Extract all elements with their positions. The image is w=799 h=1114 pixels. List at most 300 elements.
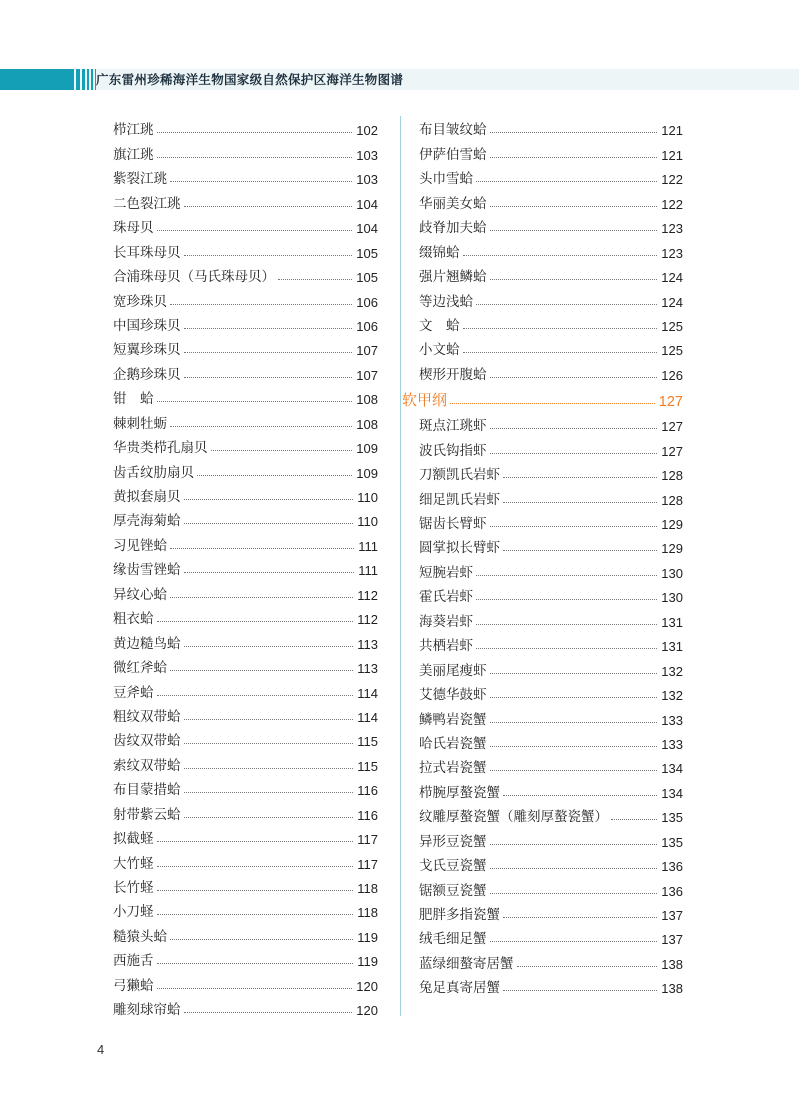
entry-page-number: 125	[661, 343, 683, 359]
leader-dots	[170, 939, 353, 940]
entry-page-number: 109	[356, 465, 378, 481]
entry-title: 头巾雪蛤	[419, 171, 473, 188]
entry-title: 弓獭蛤	[113, 977, 154, 994]
toc-section-heading[interactable]	[402, 383, 683, 410]
leader-dots	[476, 181, 657, 182]
entry-page-number: 124	[661, 294, 683, 310]
toc-entry[interactable]	[419, 654, 683, 678]
entry-page-number: 105	[356, 245, 378, 261]
entry-page-number: 102	[356, 123, 378, 139]
entry-title: 粗衣蛤	[113, 611, 154, 628]
entry-title: 锯齿长臂虾	[419, 516, 487, 532]
leader-dots	[157, 695, 354, 696]
entry-title: 华贵类栉孔扇贝	[113, 440, 208, 457]
leader-dots	[490, 893, 658, 894]
entry-title: 缘齿雪锉蛤	[113, 562, 181, 579]
leader-dots	[157, 914, 354, 915]
entry-title: 钳 蛤	[113, 391, 154, 408]
entry-title: 中国珍珠贝	[113, 317, 181, 334]
entry-title: 长竹蛏	[113, 880, 154, 896]
entry-page-number: 138	[661, 956, 683, 972]
entry-title: 细足凯氏岩虾	[419, 491, 500, 508]
entry-title: 布目皱纹蛤	[419, 122, 487, 139]
toc-entry[interactable]	[113, 407, 378, 431]
entry-page-number: 136	[661, 883, 683, 899]
toc-entry[interactable]	[113, 383, 378, 407]
leader-dots	[503, 917, 657, 918]
entry-title: 肥胖多指瓷蟹	[419, 907, 500, 923]
leader-dots	[463, 255, 658, 256]
leader-dots	[476, 304, 657, 305]
entry-title: 海葵岩虾	[419, 613, 473, 630]
toc-entry[interactable]	[113, 896, 378, 920]
toc-entry[interactable]	[113, 432, 378, 456]
entry-page-number: 106	[356, 294, 378, 310]
entry-page-number: 120	[356, 978, 378, 994]
entry-title: 黄拟套扇贝	[113, 489, 181, 505]
toc-entry[interactable]	[419, 310, 683, 334]
entry-page-number: 130	[661, 590, 683, 606]
toc-right-column	[402, 114, 683, 997]
page-number: 4	[97, 1042, 105, 1057]
entry-title: 索纹双带蛤	[113, 757, 181, 774]
entry-page-number: 119	[357, 929, 378, 945]
entry-page-number: 112	[357, 587, 378, 603]
toc-entry[interactable]	[113, 334, 378, 358]
toc-entry[interactable]	[113, 310, 378, 334]
entry-page-number: 103	[356, 172, 378, 188]
entry-page-number: 127	[661, 443, 683, 459]
toc-entry[interactable]	[419, 187, 683, 211]
toc-entry[interactable]	[113, 945, 378, 969]
entry-page-number: 105	[356, 270, 378, 286]
leader-dots	[278, 279, 352, 280]
entry-title: 楔形开腹蛤	[419, 366, 487, 383]
entry-title: 豆斧蛤	[113, 684, 154, 701]
entry-title: 黄边糙鸟蛤	[113, 635, 181, 652]
entry-page-number: 124	[661, 270, 683, 286]
section-title: 软甲纲	[402, 390, 448, 409]
toc-entry[interactable]	[113, 163, 378, 187]
entry-page-number: 137	[661, 932, 683, 948]
entry-title: 华丽美女蛤	[419, 195, 487, 212]
toc-entry[interactable]	[419, 703, 683, 727]
entry-page-number: 114	[357, 685, 378, 701]
entry-page-number: 128	[661, 492, 683, 508]
entry-page-number: 109	[356, 441, 378, 457]
entry-title: 拉式岩瓷蟹	[419, 760, 487, 777]
entry-title: 棘刺牡蛎	[113, 415, 167, 432]
toc-entry[interactable]	[113, 505, 378, 529]
entry-page-number: 113	[357, 661, 378, 677]
leader-dots	[157, 230, 353, 231]
entry-page-number: 106	[356, 318, 378, 334]
toc-entry[interactable]	[419, 605, 683, 629]
header-stripe	[91, 69, 93, 90]
entry-page-number: 121	[661, 147, 683, 163]
entry-page-number: 111	[358, 563, 378, 579]
entry-title: 歧脊加夫蛤	[419, 220, 487, 237]
leader-dots	[490, 377, 658, 378]
leader-dots	[503, 990, 657, 991]
leader-dots	[503, 477, 657, 478]
entry-title: 西施舌	[113, 953, 154, 970]
entry-page-number: 134	[661, 785, 683, 801]
entry-title: 习见锉蛤	[113, 537, 167, 554]
entry-title: 锯额豆瓷蟹	[419, 882, 487, 899]
entry-title: 布目蒙措蛤	[113, 782, 181, 799]
entry-page-number: 115	[357, 758, 378, 774]
entry-title: 微红斧蛤	[113, 660, 167, 677]
entry-page-number: 131	[661, 614, 683, 630]
toc-entry[interactable]	[113, 701, 378, 725]
entry-title: 短翼珍珠贝	[113, 342, 181, 359]
toc-entry[interactable]	[419, 947, 683, 971]
entry-page-number: 121	[661, 123, 683, 139]
toc-entry[interactable]	[419, 236, 683, 260]
toc-entry[interactable]	[419, 334, 683, 358]
leader-dots	[503, 795, 657, 796]
entry-title: 鳞鸭岩瓷蟹	[419, 711, 487, 728]
toc-entry[interactable]	[419, 508, 683, 532]
leader-dots	[157, 963, 354, 964]
leader-dots	[184, 352, 353, 353]
toc-entry[interactable]	[113, 456, 378, 480]
entry-page-number: 128	[661, 468, 683, 484]
entry-page-number: 123	[661, 221, 683, 237]
toc-entry[interactable]	[419, 556, 683, 580]
toc-entry[interactable]	[419, 459, 683, 483]
leader-dots	[490, 673, 658, 674]
entry-page-number: 103	[356, 147, 378, 163]
toc-entry[interactable]	[419, 285, 683, 309]
leader-dots	[184, 206, 353, 207]
leader-dots	[490, 428, 658, 429]
entry-title: 等边浅蛤	[419, 293, 473, 310]
entry-page-number: 110	[357, 514, 378, 530]
entry-page-number: 131	[661, 639, 683, 655]
leader-dots	[490, 868, 658, 869]
leader-dots	[170, 548, 354, 549]
leader-dots	[184, 499, 354, 500]
entry-title: 珠母贝	[113, 220, 154, 237]
leader-dots	[157, 841, 354, 842]
leader-dots	[170, 670, 353, 671]
toc-entry[interactable]	[113, 725, 378, 749]
toc-entry[interactable]	[113, 798, 378, 822]
leader-dots	[170, 181, 352, 182]
entry-page-number: 117	[357, 856, 378, 872]
entry-title: 二色裂江珧	[113, 195, 181, 212]
entry-title: 波氏钩指虾	[419, 442, 487, 459]
leader-dots	[184, 743, 354, 744]
toc-entry[interactable]	[113, 236, 378, 260]
entry-title: 长耳珠母贝	[113, 244, 181, 261]
leader-dots	[517, 966, 658, 967]
leader-dots	[157, 621, 354, 622]
entry-page-number: 125	[661, 318, 683, 334]
entry-page-number: 126	[661, 367, 683, 383]
toc-entry[interactable]	[113, 749, 378, 773]
entry-title: 缀锦蛤	[419, 244, 460, 261]
entry-title: 栉腕厚螯瓷蟹	[419, 784, 500, 801]
entry-page-number: 104	[356, 196, 378, 212]
toc-entry[interactable]	[419, 825, 683, 849]
toc-entry[interactable]	[113, 969, 378, 993]
entry-page-number: 132	[661, 688, 683, 704]
entry-title: 栉江珧	[113, 122, 154, 139]
toc-entry[interactable]	[113, 627, 378, 651]
entry-title: 大竹蛏	[113, 855, 154, 872]
entry-page-number: 130	[661, 565, 683, 581]
leader-dots	[184, 255, 353, 256]
toc-right-group-a	[419, 114, 683, 383]
entry-page-number: 119	[357, 954, 378, 970]
leader-dots	[157, 401, 353, 402]
entry-page-number: 138	[661, 981, 683, 997]
toc-entry[interactable]	[113, 114, 378, 138]
leader-dots	[476, 648, 657, 649]
leader-dots	[184, 523, 354, 524]
leader-dots	[184, 768, 354, 769]
entry-page-number: 129	[661, 517, 683, 532]
column-divider	[400, 116, 401, 1016]
leader-dots	[184, 817, 354, 818]
entry-title: 美丽尾瘦虾	[419, 662, 487, 679]
entry-page-number: 118	[357, 881, 378, 896]
entry-title: 小文蛤	[419, 342, 460, 359]
entry-title: 强片翘鳞蛤	[419, 269, 487, 286]
entry-page-number: 122	[661, 196, 683, 212]
leader-dots	[157, 132, 353, 133]
toc-entry[interactable]	[419, 212, 683, 236]
entry-title: 异形豆瓷蟹	[419, 833, 487, 850]
entry-title: 文 蛤	[419, 317, 460, 334]
toc-entry[interactable]	[113, 823, 378, 847]
leader-dots	[463, 328, 658, 329]
entry-page-number: 112	[357, 612, 378, 628]
toc-entry[interactable]	[113, 920, 378, 944]
entry-page-number: 123	[661, 245, 683, 261]
toc-entry[interactable]	[113, 676, 378, 700]
toc-entry[interactable]	[419, 434, 683, 458]
entry-page-number: 136	[661, 859, 683, 875]
toc-entry[interactable]	[419, 261, 683, 285]
leader-dots	[503, 502, 657, 503]
toc-entry[interactable]	[113, 554, 378, 578]
leader-dots	[197, 475, 352, 476]
leader-dots	[490, 941, 658, 942]
toc-entry[interactable]	[419, 410, 683, 434]
entry-page-number: 115	[357, 734, 378, 750]
entry-page-number: 135	[661, 834, 683, 850]
toc-left-column	[113, 114, 378, 1018]
entry-page-number: 116	[357, 783, 378, 799]
entry-title: 斑点江珧虾	[419, 418, 487, 435]
entry-title: 齿舌纹肋扇贝	[113, 464, 194, 481]
entry-title: 短腕岩虾	[419, 564, 473, 581]
leader-dots	[490, 230, 658, 231]
toc-entry[interactable]	[113, 652, 378, 676]
leader-dots	[490, 132, 658, 133]
entry-title: 绒毛细足蟹	[419, 931, 487, 948]
toc-entry[interactable]	[113, 261, 378, 285]
leader-dots	[170, 304, 352, 305]
toc-entry[interactable]	[113, 529, 378, 553]
leader-dots	[170, 426, 352, 427]
entry-title: 伊萨伯雪蛤	[419, 146, 487, 163]
entry-title: 粗纹双带蛤	[113, 708, 181, 725]
toc-entry[interactable]	[113, 212, 378, 236]
toc-entry[interactable]	[113, 994, 378, 1018]
toc-entry[interactable]	[419, 728, 683, 752]
leader-dots	[490, 526, 658, 527]
leader-dots	[490, 453, 658, 454]
section-leader-dots	[450, 403, 655, 404]
toc-entry[interactable]	[419, 874, 683, 898]
toc-entry[interactable]	[419, 114, 683, 138]
entry-title: 企鹅珍珠贝	[113, 366, 181, 383]
entry-title: 雕刻球帘蛤	[113, 1002, 181, 1019]
toc-entry[interactable]	[419, 483, 683, 507]
entry-title: 旗江珧	[113, 146, 154, 163]
leader-dots	[490, 697, 658, 698]
toc-entry[interactable]	[419, 532, 683, 556]
entry-title: 霍氏岩虾	[419, 589, 473, 606]
toc-entry[interactable]	[113, 774, 378, 798]
entry-title: 纹雕厚螯瓷蟹（雕刻厚螯瓷蟹）	[419, 809, 608, 826]
entry-title: 厚壳海菊蛤	[113, 513, 181, 530]
leader-dots	[490, 770, 658, 771]
entry-page-number: 108	[356, 416, 378, 432]
entry-title: 艾德华鼓虾	[419, 687, 487, 704]
entry-page-number: 116	[357, 807, 378, 823]
leader-dots	[184, 792, 354, 793]
entry-page-number: 107	[356, 367, 378, 383]
running-header-title: 广东雷州珍稀海洋生物国家级自然保护区海洋生物图谱	[96, 72, 404, 87]
toc-entry[interactable]	[113, 358, 378, 382]
toc-entry[interactable]	[113, 285, 378, 309]
leader-dots	[170, 597, 353, 598]
leader-dots	[490, 206, 658, 207]
toc-entry[interactable]	[419, 923, 683, 947]
entry-title: 圆掌拟长臂虾	[419, 540, 500, 557]
section-page-number: 127	[658, 393, 683, 410]
entry-title: 糙猿头蛤	[113, 928, 167, 945]
entry-title: 戈氏豆瓷蟹	[419, 858, 487, 875]
toc-entry[interactable]	[419, 899, 683, 923]
entry-title: 宽珍珠贝	[113, 293, 167, 310]
toc-entry[interactable]	[419, 138, 683, 162]
toc-entry[interactable]	[113, 481, 378, 505]
entry-title: 合浦珠母贝（马氏珠母贝）	[113, 269, 275, 286]
entry-title: 兔足真寄居蟹	[419, 980, 500, 997]
leader-dots	[490, 722, 658, 723]
entry-page-number: 133	[661, 736, 683, 752]
entry-title: 蓝绿细螯寄居蟹	[419, 955, 514, 972]
leader-dots	[463, 352, 658, 353]
toc-entry[interactable]	[419, 630, 683, 654]
entry-title: 共栖岩虾	[419, 638, 473, 655]
leader-dots	[490, 279, 658, 280]
header-stripe	[87, 69, 89, 90]
leader-dots	[476, 599, 657, 600]
entry-title: 异纹心蛤	[113, 586, 167, 603]
toc-entry[interactable]	[419, 801, 683, 825]
entry-page-number: 129	[661, 541, 683, 557]
toc-entry[interactable]	[419, 679, 683, 703]
toc-entry[interactable]	[113, 187, 378, 211]
toc-right-group-b	[419, 410, 683, 997]
header-stripe	[82, 69, 85, 90]
entry-page-number: 120	[356, 1003, 378, 1019]
entry-page-number: 107	[356, 343, 378, 359]
leader-dots	[184, 328, 353, 329]
leader-dots	[490, 746, 658, 747]
entry-page-number: 135	[661, 810, 683, 826]
entry-page-number: 111	[358, 538, 378, 554]
leader-dots	[184, 377, 353, 378]
leader-dots	[611, 819, 657, 820]
entry-title: 哈氏岩瓷蟹	[419, 735, 487, 752]
entry-page-number: 110	[357, 490, 378, 505]
entry-title: 齿纹双带蛤	[113, 733, 181, 750]
header-stripes	[0, 69, 96, 90]
toc-entry[interactable]	[419, 163, 683, 187]
entry-page-number: 114	[357, 709, 378, 725]
entry-title: 小刀蛏	[113, 904, 154, 921]
entry-page-number: 137	[661, 908, 683, 923]
leader-dots	[184, 646, 354, 647]
toc-entry[interactable]	[113, 578, 378, 602]
entry-page-number: 134	[661, 761, 683, 777]
entry-page-number: 118	[357, 905, 378, 921]
entry-title: 刀额凯氏岩虾	[419, 467, 500, 484]
leader-dots	[157, 866, 354, 867]
entry-page-number: 113	[357, 636, 378, 652]
entry-page-number: 127	[661, 419, 683, 435]
leader-dots	[184, 572, 355, 573]
toc-entry[interactable]	[419, 752, 683, 776]
entry-title: 拟截蛏	[113, 831, 154, 848]
entry-title: 射带紫云蛤	[113, 806, 181, 823]
toc-entry[interactable]	[113, 872, 378, 896]
toc-entry[interactable]	[419, 972, 683, 996]
toc-entry[interactable]	[113, 603, 378, 627]
toc-entry[interactable]	[419, 358, 683, 382]
entry-page-number: 104	[356, 221, 378, 237]
entry-page-number: 122	[661, 172, 683, 188]
toc-entry[interactable]	[113, 138, 378, 162]
toc-entry[interactable]	[113, 847, 378, 871]
leader-dots	[490, 157, 658, 158]
toc-entry[interactable]	[419, 850, 683, 874]
header-stripe	[76, 69, 80, 90]
entry-page-number: 108	[356, 392, 378, 408]
leader-dots	[157, 157, 353, 158]
leader-dots	[476, 624, 657, 625]
toc-entry[interactable]	[419, 581, 683, 605]
leader-dots	[157, 988, 353, 989]
leader-dots	[184, 1012, 353, 1013]
entry-page-number: 133	[661, 712, 683, 728]
leader-dots	[184, 719, 354, 720]
entry-page-number: 117	[357, 832, 378, 848]
header-stripe-solid	[0, 69, 74, 90]
leader-dots	[490, 844, 658, 845]
toc-entry[interactable]	[419, 776, 683, 800]
leader-dots	[476, 575, 657, 576]
